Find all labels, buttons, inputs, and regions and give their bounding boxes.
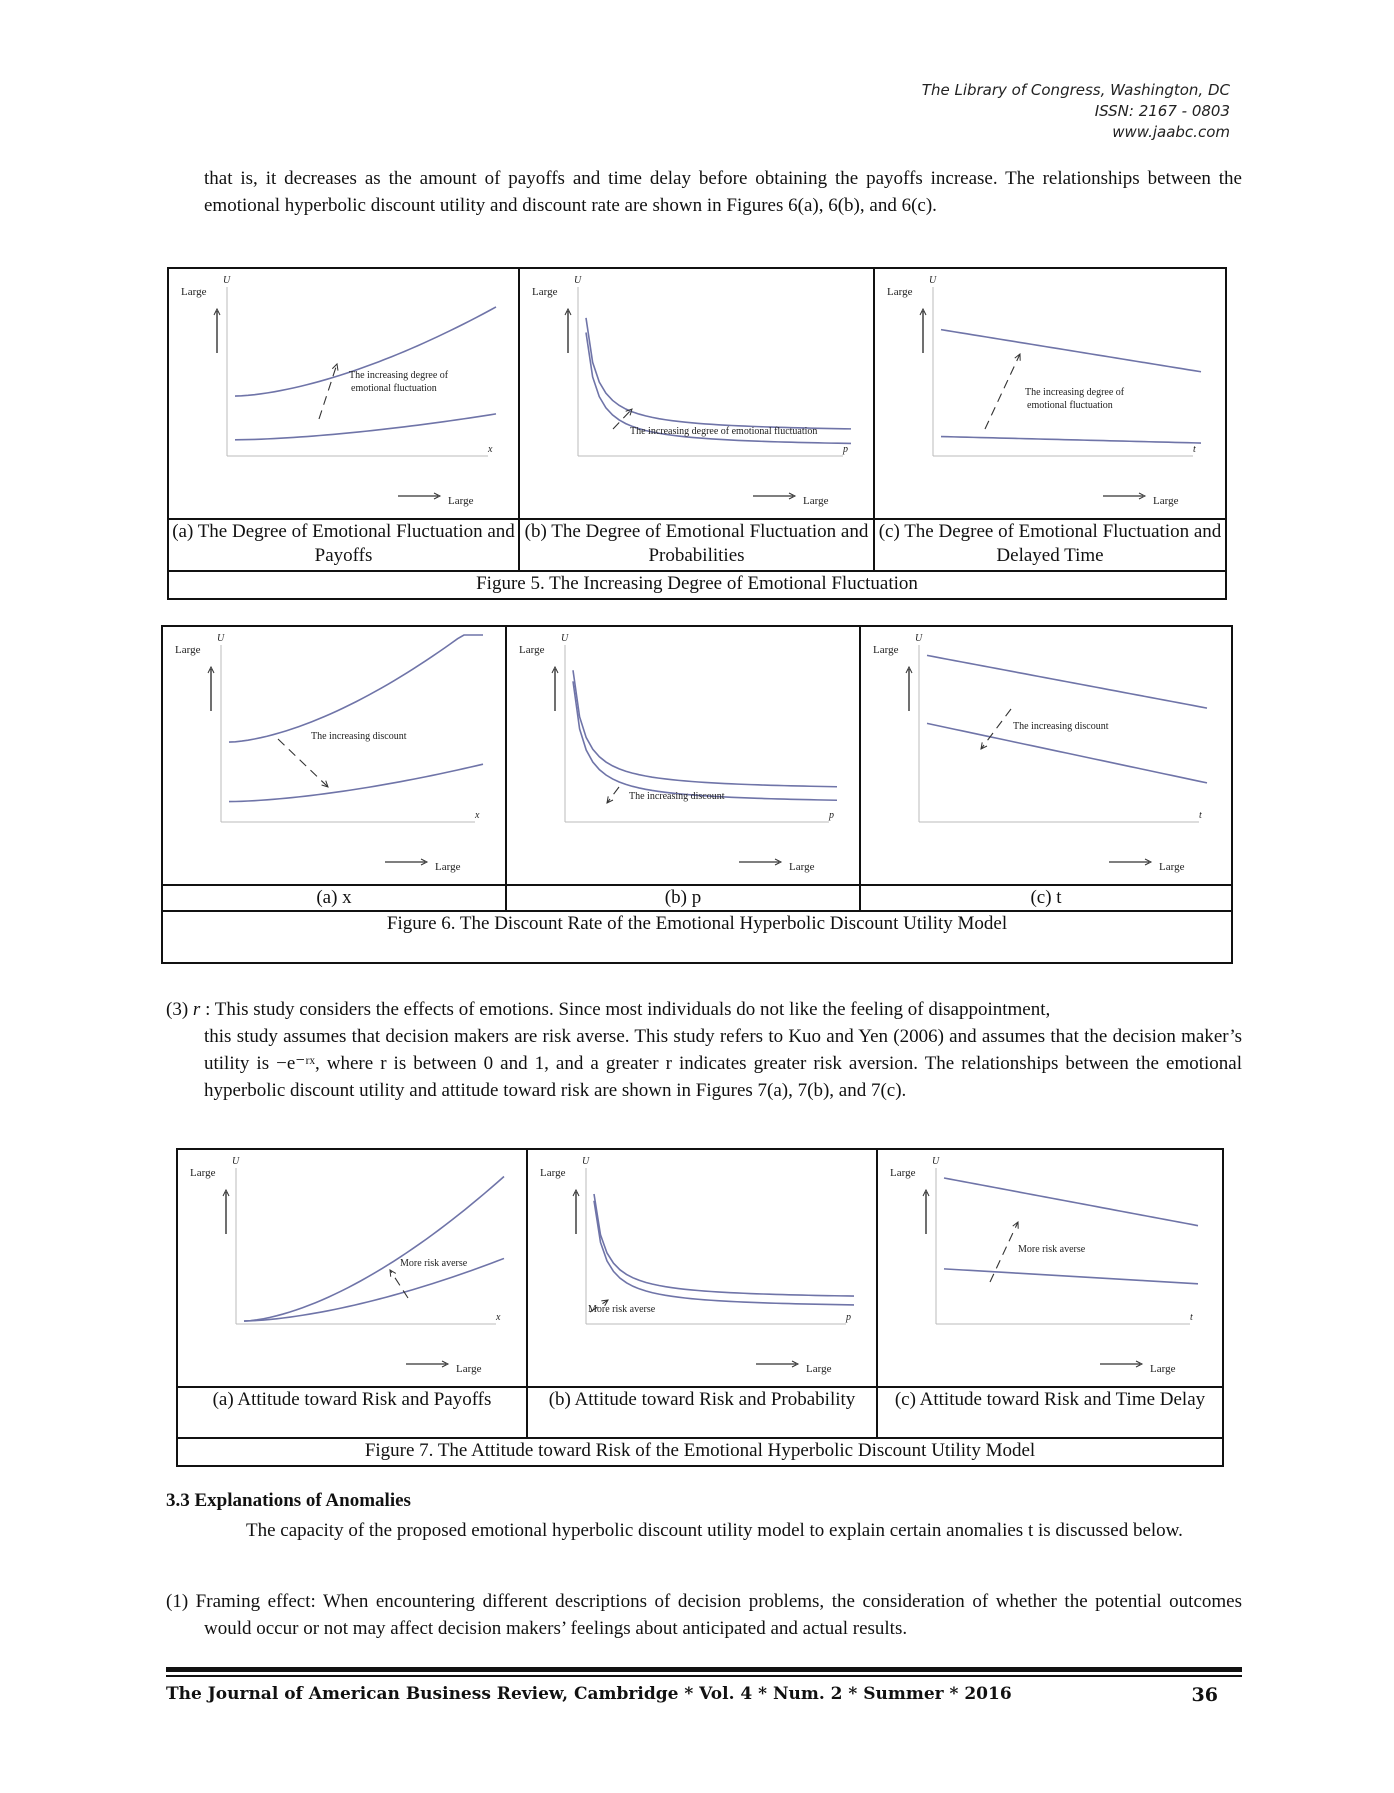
fig5-caption-c: (c) The Degree of Emotional Fluctuation and Delayed Time [878, 521, 1222, 566]
fig6-plot-c [861, 627, 1229, 884]
y-large-label: Large [175, 644, 201, 656]
item-3-label: (3) [166, 999, 189, 1020]
annotation-label-line-1: The increasing degree of [349, 370, 449, 381]
x-axis-symbol: p [843, 444, 848, 455]
y-axis-symbol: U [574, 275, 582, 286]
figure-5 [167, 267, 1227, 600]
annotation-arrow-head [1013, 1222, 1018, 1229]
footer-rule-thin [166, 1675, 1242, 1677]
upper-curve [244, 1176, 504, 1321]
fig6-panel-a [163, 627, 507, 884]
y-large-label: Large [532, 286, 558, 298]
fig6-panel-c [861, 627, 1231, 884]
figure-7 [176, 1148, 1224, 1467]
y-axis-symbol: U [932, 1156, 940, 1167]
y-large-label: Large [540, 1167, 566, 1179]
fig6-panel-b [507, 627, 861, 884]
lower-curve [944, 1269, 1198, 1284]
fig6-plot-b [507, 627, 859, 884]
item-3-text: : This study considers the effects of emotions. Since most individuals do not like the feeling of disappointment, [200, 999, 1051, 1020]
item-1-paragraph: (1) Framing effect: When encountering different descriptions of decision problems, the consideration of whether the potential outcomes would occur or not may affect decision makers’ feelings about anticipated and actual results. [166, 1591, 1242, 1639]
y-large-label: Large [190, 1167, 216, 1179]
fig5-plot-a [169, 269, 518, 518]
lower-curve [927, 723, 1207, 783]
annotation-label: The increasing discount [629, 791, 725, 802]
upper-curve [573, 670, 837, 786]
fig6-caption-b: (b) p [507, 886, 861, 910]
header-line-3: www.jaabc.com [1112, 123, 1230, 141]
y-axis-symbol: U [223, 275, 231, 286]
y-large-label: Large [181, 286, 207, 298]
annotation-label-line-2: emotional fluctuation [351, 383, 437, 394]
x-large-label: Large [1150, 1363, 1176, 1375]
section-paragraph: The capacity of the proposed emotional hyperbolic discount utility model to explain certain anomalies t is discussed below. [246, 1520, 1183, 1541]
annotation-label: More risk averse [588, 1304, 656, 1315]
header-line-2: ISSN: 2167 - 0803 [1094, 102, 1230, 120]
y-large-label: Large [519, 644, 545, 656]
fig7-plot-b [528, 1150, 876, 1386]
fig7-panel-a [178, 1150, 528, 1386]
x-large-label: Large [1153, 495, 1179, 507]
upper-curve [586, 318, 851, 429]
figure-5-title: Figure 5. The Increasing Degree of Emotional Fluctuation [169, 570, 1225, 598]
fig5-plot-c [875, 269, 1223, 518]
fig5-panel-b [520, 269, 875, 518]
y-axis-symbol: U [232, 1156, 240, 1167]
intro-paragraph: that is, it decreases as the amount of payoffs and time delay before obtaining the payoffs increase. The relationships between the emotional hyperbolic discount utility and discount rate are shown in Figures 6(a), 6(b), and 6(c). [204, 168, 1242, 216]
upper-curve [594, 1194, 854, 1296]
fig7-plot-a [178, 1150, 526, 1386]
annotation-arrow [607, 787, 619, 803]
x-axis-symbol: x [475, 810, 480, 821]
upper-curve [941, 330, 1201, 372]
fig7-caption-c: (c) Attitude toward Risk and Time Delay [894, 1389, 1206, 1410]
x-large-label: Large [1159, 861, 1185, 873]
annotation-arrow-head [390, 1270, 396, 1277]
y-axis-symbol: U [929, 275, 937, 286]
lower-curve [229, 764, 483, 801]
footer-rule-thick [166, 1667, 1242, 1672]
annotation-label-line-1: The increasing degree of [1025, 387, 1125, 398]
fig7-panel-c [878, 1150, 1222, 1386]
fig6-caption-c: (c) t [1030, 887, 1062, 908]
y-axis-symbol: U [561, 633, 569, 644]
item-3-var: r [192, 999, 201, 1020]
fig5-plot-b [520, 269, 873, 518]
lower-curve [235, 414, 496, 440]
x-axis-symbol: t [1193, 444, 1196, 455]
y-axis-symbol: U [915, 633, 923, 644]
item-3-line-1 [166, 996, 1242, 1023]
x-axis-symbol: p [846, 1312, 851, 1323]
y-large-label: Large [887, 286, 913, 298]
y-axis-symbol: U [582, 1156, 590, 1167]
x-axis-symbol: t [1190, 1312, 1193, 1323]
page-number: 36 [1191, 1684, 1218, 1706]
annotation-arrow [981, 709, 1011, 749]
x-axis-symbol: p [829, 810, 834, 821]
upper-curve [229, 635, 483, 742]
fig5-caption-b: (b) The Degree of Emotional Fluctuation and Probabilities [520, 520, 875, 570]
x-large-label: Large [803, 495, 829, 507]
figure-6 [161, 625, 1233, 964]
x-axis-symbol: t [1199, 810, 1202, 821]
annotation-label-line-2: emotional fluctuation [1027, 400, 1113, 411]
annotation-label: The increasing discount [311, 731, 407, 742]
fig5-caption-a: (a) The Degree of Emotional Fluctuation and Payoffs [169, 520, 520, 570]
annotation-arrow [278, 739, 328, 787]
x-large-label: Large [789, 861, 815, 873]
lower-curve [941, 437, 1201, 443]
annotation-label: More risk averse [400, 1258, 468, 1269]
annotation-arrow [319, 364, 337, 419]
x-large-label: Large [448, 495, 474, 507]
upper-curve [944, 1178, 1198, 1226]
y-axis-symbol: U [217, 633, 225, 644]
x-large-label: Large [456, 1363, 482, 1375]
x-axis-symbol: x [488, 444, 493, 455]
fig7-plot-c [878, 1150, 1220, 1386]
x-large-label: Large [806, 1363, 832, 1375]
section-heading: 3.3 Explanations of Anomalies [166, 1490, 411, 1511]
footer-journal: The Journal of American Business Review, Cambridge * Vol. 4 * Num. 2 * Summer * 2016 [166, 1684, 1012, 1704]
x-large-label: Large [435, 861, 461, 873]
header-line-1: The Library of Congress, Washington, DC [921, 81, 1230, 99]
y-large-label: Large [890, 1167, 916, 1179]
figure-6-title: Figure 6. The Discount Rate of the Emotional Hyperbolic Discount Utility Model [163, 910, 1231, 962]
annotation-arrow [985, 354, 1020, 429]
y-large-label: Large [873, 644, 899, 656]
upper-curve [927, 655, 1207, 708]
figure-7-title: Figure 7. The Attitude toward Risk of the Emotional Hyperbolic Discount Utility Model [178, 1437, 1222, 1465]
fig7-caption-b: (b) Attitude toward Risk and Probability [528, 1388, 878, 1437]
fig6-caption-a: (a) x [163, 886, 507, 910]
fig7-panel-b [528, 1150, 878, 1386]
annotation-label: More risk averse [1018, 1244, 1086, 1255]
fig5-panel-a [169, 269, 520, 518]
fig7-caption-a: (a) Attitude toward Risk and Payoffs [178, 1388, 528, 1437]
fig6-plot-a [163, 627, 505, 884]
x-axis-symbol: x [496, 1312, 501, 1323]
lower-curve [594, 1201, 854, 1305]
item-3-paragraph: this study assumes that decision makers are risk averse. This study refers to Kuo and Yen (2006) and assumes that the decision maker’s utility is −e⁻ʳˣ, where r is between 0 and 1, and a greater r indicates greater risk aversion. The relationships between the emotional hyperbolic discount utility and attitude toward risk are shown in Figures 7(a), 7(b), and 7(c). [204, 1026, 1242, 1101]
running-header [922, 80, 1230, 143]
fig5-panel-c [875, 269, 1225, 518]
annotation-label: The increasing discount [1013, 721, 1109, 732]
annotation-label: The increasing degree of emotional fluctuation [630, 426, 818, 437]
